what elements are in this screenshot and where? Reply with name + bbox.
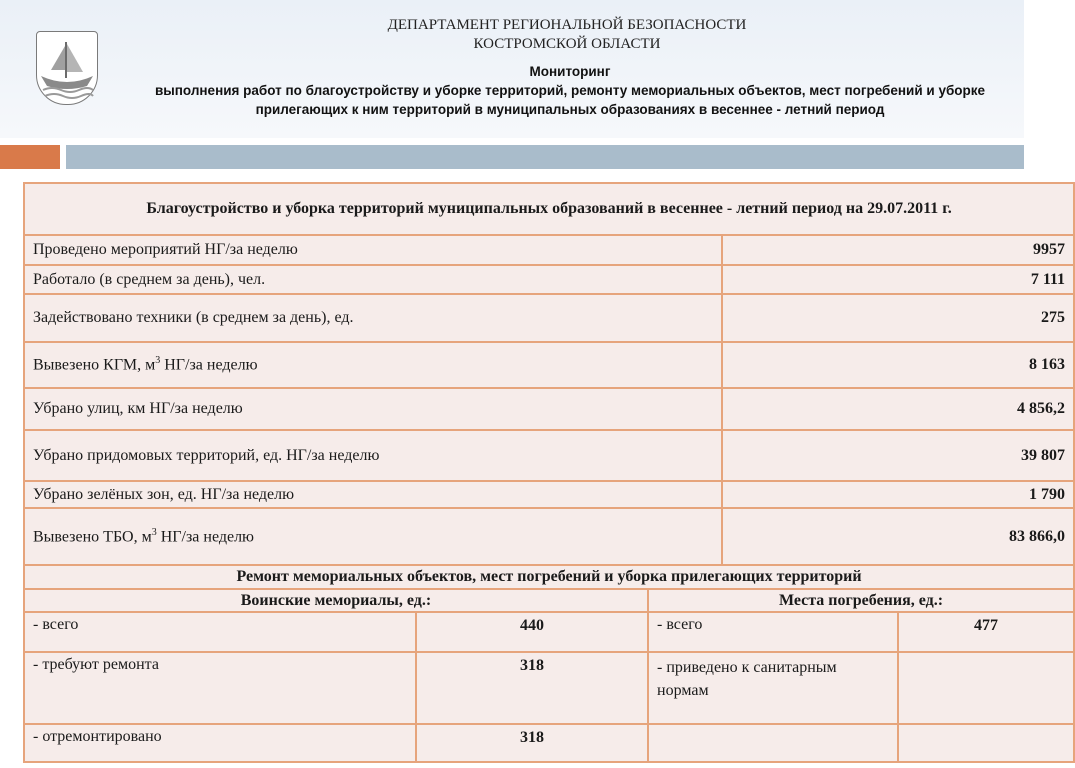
table-row xyxy=(24,508,1074,565)
row-value: 39 807 xyxy=(722,430,1074,481)
table-row xyxy=(24,342,1074,388)
department-line-2: КОСТРОМСКОЙ ОБЛАСТИ xyxy=(473,36,661,52)
department-line-1: ДЕПАРТАМЕНТ РЕГИОНАЛЬНОЙ БЕЗОПАСНОСТИ xyxy=(387,17,747,33)
memorial-value: 440 xyxy=(416,612,648,652)
row-label-text: Вывезено ТБО, м xyxy=(33,528,152,546)
unit-superscript: 3 xyxy=(155,355,161,367)
row-label-text: Вывезено КГМ, м xyxy=(33,356,156,374)
row-value: 4 856,2 xyxy=(722,388,1074,430)
memorial-label: - всего xyxy=(24,612,416,652)
row-label xyxy=(24,342,722,388)
burial-label: - приведено к санитарным нормам xyxy=(648,652,898,724)
row-label: Задействовано техники (в среднем за день), ед. xyxy=(24,294,722,342)
accent-bar-blue xyxy=(66,145,1024,169)
accent-bar-orange xyxy=(0,145,60,169)
table-row xyxy=(24,430,1074,481)
table-row xyxy=(24,235,1074,265)
department-name xyxy=(200,16,934,54)
row-label-suffix: НГ/за неделю xyxy=(156,528,255,546)
burial-value: 477 xyxy=(898,612,1074,652)
row-label: Работало (в среднем за день), чел. xyxy=(24,265,722,294)
monitoring-title: Мониторинг xyxy=(529,64,611,79)
row-value: 1 790 xyxy=(722,481,1074,508)
section1-title: Благоустройство и уборка территорий муниципальных образований в весеннее - летний период на 29.07.2011 г. xyxy=(24,183,1074,235)
kostroma-coat-of-arms-icon xyxy=(36,31,98,105)
section2-title: Ремонт мемориальных объектов, мест погребений и уборка прилегающих территорий xyxy=(24,565,1074,589)
burial-value xyxy=(898,652,1074,724)
row-label: Проведено мероприятий НГ/за неделю xyxy=(24,235,722,265)
row-label xyxy=(24,508,722,565)
memorial-value: 318 xyxy=(416,724,648,762)
burials-header: Места погребения, ед.: xyxy=(648,589,1074,612)
row-value: 7 111 xyxy=(722,265,1074,294)
row-value: 275 xyxy=(722,294,1074,342)
memorial-label: - отремонтировано xyxy=(24,724,416,762)
monitoring-table xyxy=(23,182,1075,763)
row-label: Убрано придомовых территорий, ед. НГ/за неделю xyxy=(24,430,722,481)
header-banner xyxy=(0,0,1024,138)
row-value: 9957 xyxy=(722,235,1074,265)
table-row xyxy=(24,481,1074,508)
burial-value xyxy=(898,724,1074,762)
row-label: Убрано зелёных зон, ед. НГ/за неделю xyxy=(24,481,722,508)
unit-superscript: 3 xyxy=(151,526,157,538)
table-row xyxy=(24,388,1074,430)
row-value: 83 866,0 xyxy=(722,508,1074,565)
row-label-suffix: НГ/за неделю xyxy=(160,356,258,374)
row-value: 8 163 xyxy=(722,342,1074,388)
table-row xyxy=(24,724,1074,762)
burial-label: - всего xyxy=(648,612,898,652)
memorial-label: - требуют ремонта xyxy=(24,652,416,724)
burial-label xyxy=(648,724,898,762)
monitoring-description: выполнения работ по благоустройству и уборке территорий, ремонту мемориальных объектов, мест погребений и уборке прилегающих к ним территорий в муниципальных образованиях в весеннее - летний период xyxy=(154,83,986,117)
row-label: Убрано улиц, км НГ/за неделю xyxy=(24,388,722,430)
table-row xyxy=(24,612,1074,652)
table-row xyxy=(24,294,1074,342)
memorial-value: 318 xyxy=(416,652,648,724)
memorials-header: Воинские мемориалы, ед.: xyxy=(24,589,648,612)
table-row xyxy=(24,652,1074,724)
table-row xyxy=(24,265,1074,294)
